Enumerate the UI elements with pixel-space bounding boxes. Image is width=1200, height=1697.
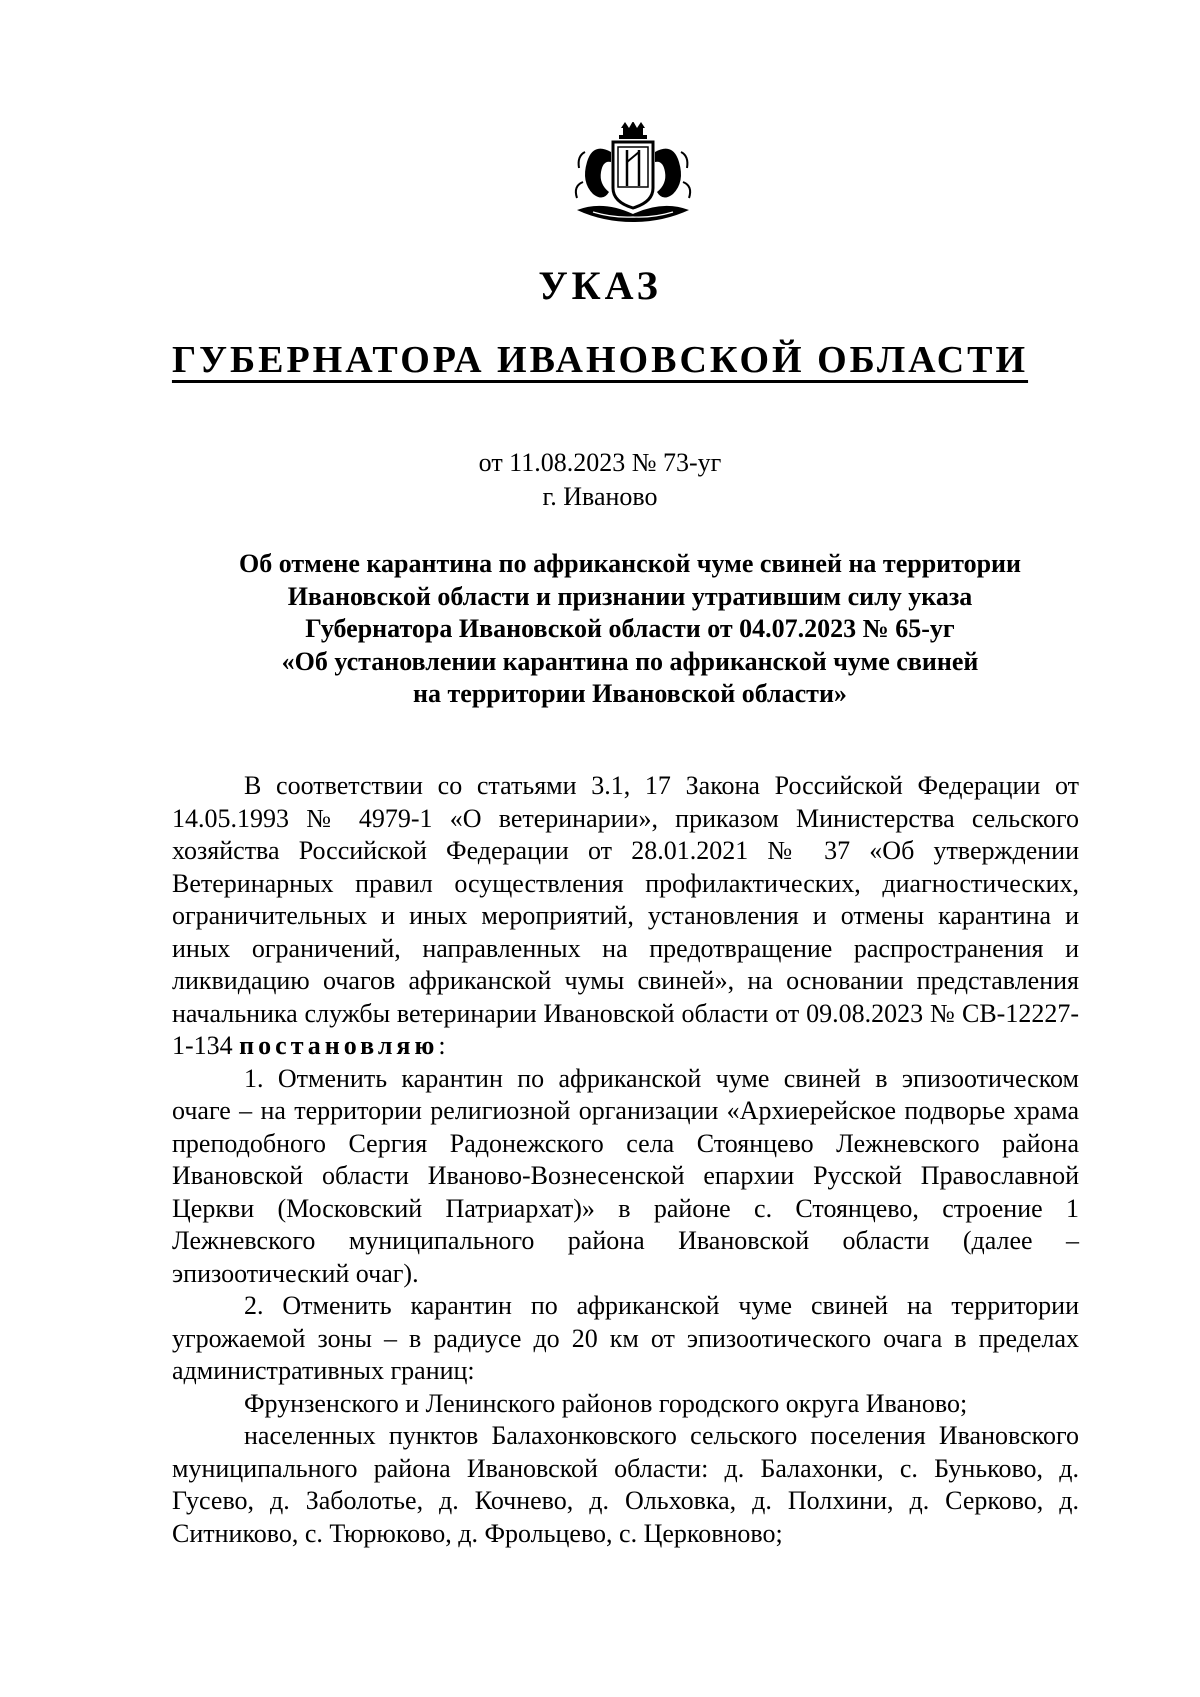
heading-line: «Об установлении карантина по африканской чуме свиней bbox=[281, 646, 979, 676]
document-meta bbox=[0, 446, 1200, 514]
document-heading bbox=[170, 548, 1090, 711]
heading-line: Об отмене карантина по африканской чуме свиней на территории bbox=[239, 549, 1021, 578]
coat-of-arms-emblem bbox=[563, 122, 703, 228]
body-paragraph: Фрунзенского и Ленинского районов городского округа Иваново; bbox=[244, 1388, 968, 1418]
heading-line: на территории Ивановской области» bbox=[413, 679, 847, 708]
heading-line: Ивановской области и признании утратившим силу указа bbox=[287, 581, 973, 611]
preamble-colon: : bbox=[438, 1031, 446, 1060]
document-issuer bbox=[0, 336, 1200, 384]
preamble-keyword: постановляю bbox=[239, 1031, 439, 1060]
body-paragraph: населенных пунктов Балахонковского сельского поселения Ивановского муниципального района Ивановской области: д. Балахонки, с. Буньково, д. Гусево, д. Заболотье, д. Кочнево, д. Ольховка, д. Полхини, д. Серково, д. Ситниково, с. Тюрюково, д. Фрольцево, с. Церковново; bbox=[172, 1421, 1079, 1548]
body-paragraph: 1. Отменить карантин по африканской чуме свиней в эпизоотическом очаге – на территории религиозной организации «Архиерейское подворье храма преподобного Сергия Радонежского села Стоянцево Лежневского района Ивановской области Иваново-Вознесенской епархии Русской Православной Церкви (Московский Патриархат)» в районе с. Стоянцево, строение 1 Лежневского муниципального района Ивановской области (далее – эпизоотический очаг). bbox=[172, 1063, 1079, 1288]
body-paragraph: 2. Отменить карантин по африканской чуме свиней на территории угрожаемой зоны – в радиусе до 20 км от эпизоотического очага в пределах административных границ: bbox=[172, 1291, 1079, 1385]
document-date-number: от 11.08.2023 № 73-уг bbox=[478, 448, 722, 477]
preamble-paragraph bbox=[172, 770, 1079, 1063]
document-title: УКАЗ bbox=[538, 263, 662, 308]
document-body bbox=[172, 770, 1079, 1550]
document-city: г. Иваново bbox=[542, 482, 658, 511]
heading-line: Губернатора Ивановской области от 04.07.2023 № 65-уг bbox=[305, 614, 955, 643]
document-issuer-text: ГУБЕРНАТОРА ИВАНОВСКОЙ ОБЛАСТИ bbox=[171, 339, 1029, 381]
preamble-text: В соответствии со статьями 3.1, 17 Закона Российской Федерации от 14.05.1993 № 4979-1 «О ветеринарии», приказом Министерства сельского хозяйства Российской Федерации от 28.01.2021 № 37 «Об утверждении Ветеринарных правил осуществления профилактических, диагностических, ограничительных и иных мероприятий, установления и отмены карантина и иных ограничений, направленных на предотвращение распространения и ликвидацию очагов африканской чумы свиней», на основании представления начальника службы ветеринарии Ивановской области от 09.08.2023 № СВ-12227-1-134 bbox=[172, 771, 1079, 1060]
